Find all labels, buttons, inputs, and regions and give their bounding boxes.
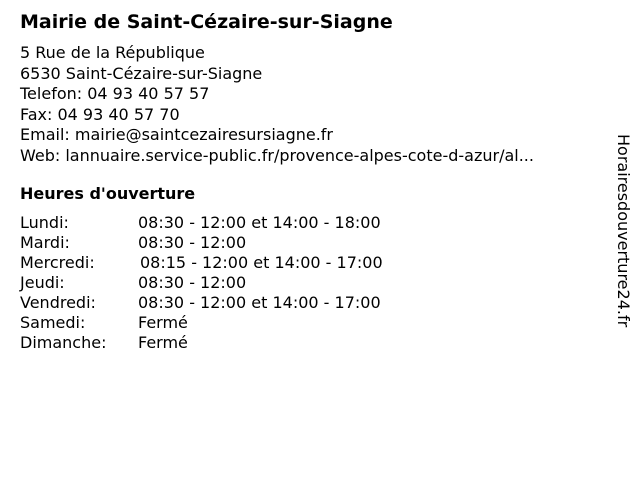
street-address: 5 Rue de la République xyxy=(20,43,205,62)
site-watermark xyxy=(612,134,640,374)
day-label: Jeudi: xyxy=(20,273,65,292)
page-title: Mairie de Saint-Cézaire-sur-Siagne xyxy=(20,11,393,33)
hours-value: Fermé xyxy=(138,313,188,332)
email-address: Email: mairie@saintcezairesursiagne.fr xyxy=(20,125,334,145)
hours-value: Fermé xyxy=(138,333,188,352)
hours-value: 08:30 - 12:00 et 14:00 - 18:00 xyxy=(138,213,381,232)
fax-number: Fax: 04 93 40 57 70 xyxy=(20,104,180,124)
website-link: Web: lannuaire.service-public.fr/provence-alpes-cote-d-azur/al... xyxy=(20,145,534,165)
contact-info xyxy=(20,43,534,167)
day-label: Vendredi: xyxy=(20,293,96,312)
hours-value: 08:30 - 12:00 xyxy=(138,273,247,292)
day-label: Mercredi: xyxy=(20,253,95,272)
phone-number: Telefon: 04 93 40 57 57 xyxy=(20,84,210,104)
day-label: Lundi: xyxy=(20,213,69,232)
hours-value: 08:30 - 12:00 et 14:00 - 17:00 xyxy=(138,293,381,312)
day-label: Samedi: xyxy=(20,313,86,332)
day-label: Dimanche: xyxy=(20,333,107,352)
hours-value: 08:15 - 12:00 et 14:00 - 17:00 xyxy=(140,253,383,272)
hours-value: 08:30 - 12:00 xyxy=(138,233,247,252)
opening-hours-heading: Heures d'ouverture xyxy=(20,184,196,203)
day-label: Mardi: xyxy=(20,233,70,252)
city-address: 6530 Saint-Cézaire-sur-Siagne xyxy=(20,63,263,83)
watermark-text: Horairesdouverture24.fr xyxy=(614,134,633,328)
